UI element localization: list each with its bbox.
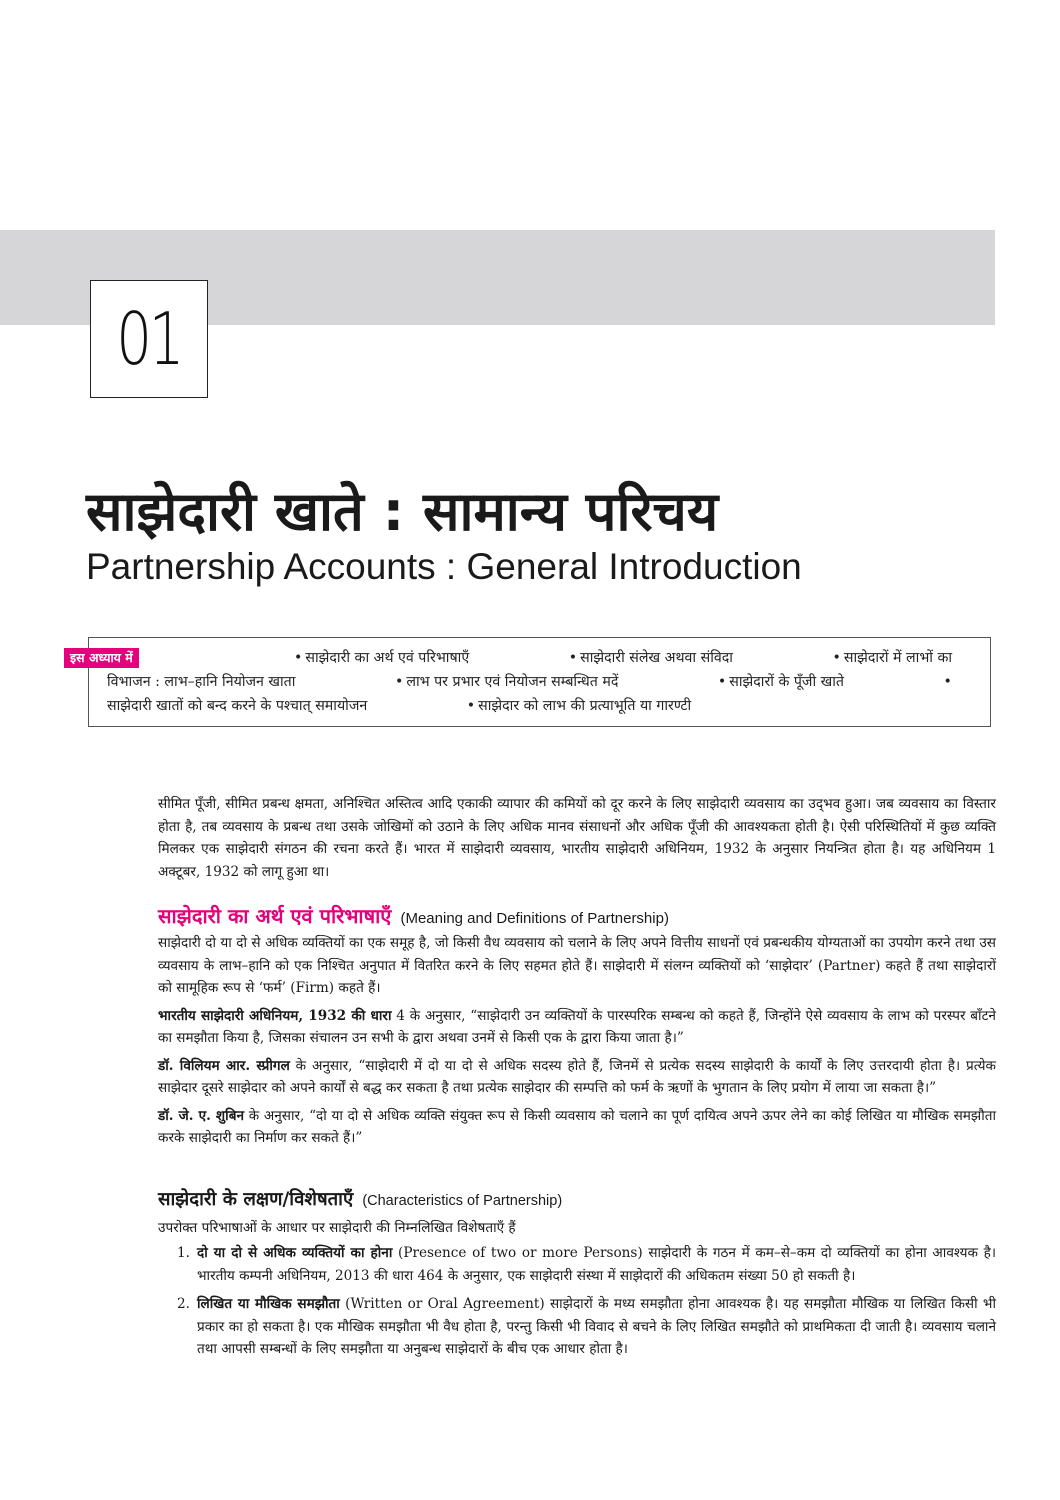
contents-item: साझेदारी का अर्थ एवं परिभाषाएँ [305, 650, 470, 666]
definition-source: भारतीय साझेदारी अधिनियम, 1932 की धारा [158, 1007, 392, 1024]
section-heading-hindi: साझेदारी के लक्षण/विशेषताएँ [158, 1189, 354, 1210]
contents-item: साझेदारों के पूँजी खाते [729, 674, 845, 690]
section-heading-english: (Characteristics of Partnership) [362, 1193, 563, 1209]
bullet-icon: • [294, 650, 303, 666]
section-heading-meaning [158, 902, 669, 929]
bullet-icon: • [832, 650, 841, 666]
chapter-title-english: Partnership Accounts : General Introduction [86, 546, 802, 587]
bullet-icon: • [568, 650, 578, 666]
bullet-icon: • [717, 674, 727, 690]
contents-item: साझेदारी संलेख अथवा संविदा [580, 650, 733, 666]
definition-text: 4 के अनुसार, “साझेदारी उन व्यक्तियों के पारस्परिक सम्बन्ध को कहते हैं, जिन्होंने ऐसे व्यवसाय के लाभ को परस्पर बाँटने का समझौता किया है, जिसका संचालन उन सभी के द्वारा अथवा उनमें से किसी एक के द्वारा किया जाता है।” [158, 1007, 996, 1046]
chapter-contents-box [88, 637, 991, 727]
characteristics-intro: उपरोक्त परिभाषाओं के आधार पर साझेदारी की निम्नलिखित विशेषताएँ हैं [158, 1220, 516, 1236]
list-item-number: 2. [177, 1296, 190, 1312]
list-item-title: दो या दो से अधिक व्यक्तियों का होना [197, 1245, 393, 1261]
intro-paragraph: सीमित पूँजी, सीमित प्रबन्ध क्षमता, अनिश्चित अस्तित्व आदि एकाकी व्यापार की कमियों को दूर करने के लिए साझेदारी व्यवसाय का उद्‌भव हुआ। जब व्यवसाय का विस्तार होता है, तब व्यवसाय के प्रबन्ध तथा उसके जोखिमों को उठाने के लिए अधिक मानव संसाधनों और अधिक पूँजी की आवश्यकता होती है। ऐसी परिस्थितियों में कुछ व्यक्ति मिलकर एक साझेदारी संगठन की रचना करते हैं। भारत में साझेदारी व्यवसाय, भारतीय साझेदारी अधिनियम, 1932 के अनुसार नियन्त्रित होता है। यह अधिनियम 1 अक्टूबर, 1932 को लागू हुआ था। [158, 796, 996, 880]
definition-text: के अनुसार, “दो या दो से अधिक व्यक्ति संयुक्त रूप से किसी व्यवसाय को चलाने का पूर्ण दायित्व अपने ऊपर लेने का कोई लिखित या मौखिक समझौता करके साझेदारी का निर्माण कर सकते हैं।” [158, 1107, 996, 1146]
definition-spriegel [158, 1055, 996, 1100]
list-item-body [197, 1293, 996, 1361]
chapter-number: 01 [116, 297, 182, 381]
list-item-number: 1. [177, 1245, 190, 1261]
bullet-icon: • [466, 698, 476, 714]
list-item-text: साझेदारी के गठन में कम–से–कम दो व्यक्तियों का होना आवश्यक है। भारतीय कम्पनी अधिनियम, 2013 की धारा 464 के अनुसार, एक साझेदारी संस्था में साझेदारों की अधिकतम संख्या 50 हो सकती है। [197, 1245, 996, 1284]
contents-tag: इस अध्याय में [64, 648, 139, 668]
section-heading-hindi: साझेदारी का अर्थ एवं परिभाषाएँ [158, 904, 392, 928]
list-item-body [197, 1242, 996, 1287]
list-item-english: (Written or Oral Agreement) [339, 1296, 550, 1312]
definition-source: डॉ. जे. ए. शुबिन [158, 1107, 245, 1124]
list-item-title: लिखित या मौखिक समझौता [197, 1296, 340, 1312]
meaning-paragraph: साझेदारी दो या दो से अधिक व्यक्तियों का एक समूह है, जो किसी वैध व्यवसाय को चलाने के लिए अपने वित्तीय साधनों एवं प्रबन्धकीय योग्यताओं का उपयोग करने तथा उस व्यवसाय के लाभ–हानि को एक निश्चित अनुपात में वितरित करने के लिए सहमत होते हैं। साझेदारी में संलग्न व्यक्तियों को ‘साझेदार’ (Partner) कहते हैं तथा साझेदारों को सामूहिक रूप से ‘फर्म’ (Firm) कहते हैं। [158, 935, 996, 996]
section-heading-english: (Meaning and Definitions of Partnership) [400, 910, 669, 927]
list-item [177, 1293, 996, 1361]
contents-item: साझेदारी खातों को बन्द करने के पश्चात् समायोजन [107, 698, 368, 714]
bullet-icon: • [943, 674, 952, 690]
definition-act [158, 1005, 996, 1050]
chapter-title-hindi: साझेदारी खाते : सामान्य परिचय [86, 480, 719, 543]
list-item [177, 1242, 996, 1287]
list-item-text: साझेदारों के मध्य समझौता होना आवश्यक है। यह समझौता मौखिक या लिखित किसी भी प्रकार का हो सकता है। एक मौखिक समझौता भी वैध होता है, परन्तु किसी भी विवाद से बचने के लिए लिखित समझौते को प्राथमिकता दी जाती है। व्यवसाय चलाने तथा आपसी सम्बन्धों के लिए समझौता या अनुबन्ध साझेदारों के बीच एक आधार होता है। [197, 1296, 997, 1357]
definition-shubin [158, 1105, 996, 1150]
contents-item: साझेदारों में लाभों का विभाजन : लाभ–हानि नियोजन खाता [107, 650, 953, 690]
list-item-english: (Presence of two or more Persons) [392, 1245, 649, 1261]
definition-source: डॉ. विलियम आर. स्प्रीगल [158, 1057, 290, 1074]
contents-item: साझेदार को लाभ की प्रत्याभूति या गारण्टी [478, 698, 692, 714]
contents-item: लाभ पर प्रभार एवं नियोजन सम्बन्धित मदें [406, 674, 619, 690]
chapter-contents-list [107, 646, 978, 718]
section-heading-characteristics [158, 1186, 562, 1211]
meaning-definitions [158, 932, 996, 1155]
chapter-number-box [90, 280, 208, 398]
characteristics-list [177, 1242, 996, 1367]
bullet-icon: • [394, 674, 404, 690]
definition-text: के अनुसार, “साझेदारी में दो या दो से अधिक सदस्य होते हैं, जिनमें से प्रत्येक सदस्य साझेदारी के कार्यों के लिए उत्तरदायी होता है। प्रत्येक साझेदार दूसरे साझेदार को अपने कार्यों से बद्ध कर सकता है तथा प्रत्येक साझेदार की सम्पत्ति को फर्म के ऋणों के भुगतान के लिए प्रयोग में लाया जा सकता है।” [158, 1057, 996, 1096]
